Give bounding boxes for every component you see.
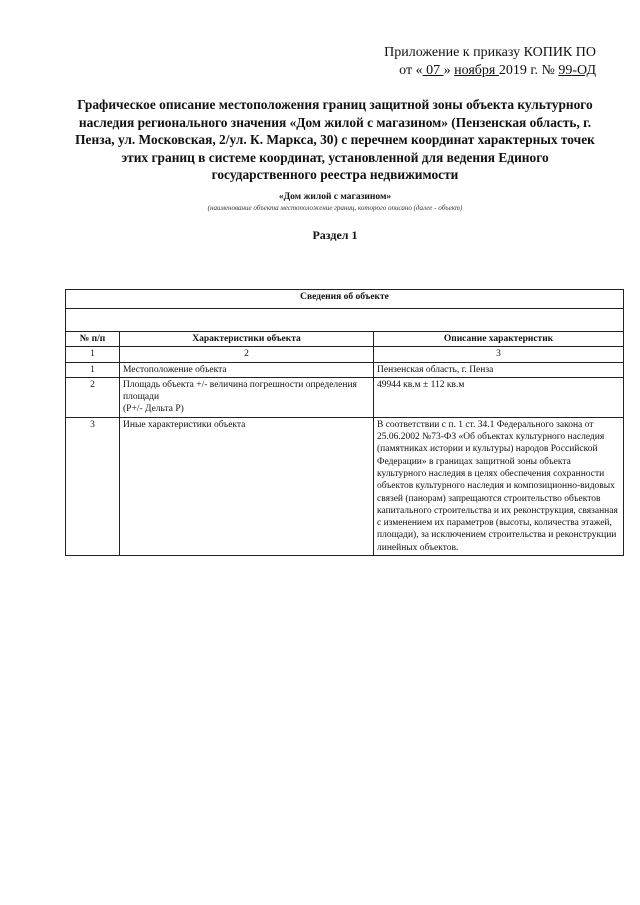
order-day: 07 (422, 63, 444, 78)
appendix-line2 (384, 62, 596, 80)
col-header-characteristics: Характеристики объекта (120, 332, 374, 347)
col-number-2: 2 (120, 347, 374, 362)
appendix-line1: Приложение к приказу КОПИК ПО (384, 45, 596, 60)
col-number-1: 1 (66, 347, 120, 362)
row-description: 49944 кв.м ± 112 кв.м (374, 377, 624, 417)
object-note: (наименование объекта местоположение границ, которого описано (далее - объект) (207, 204, 463, 212)
column-header-row (66, 332, 624, 347)
document-title: Графическое описание местоположения границ защитной зоны объекта культурного наследия регионального значения «Дом жилой с магазином» (Пензенская область, г. Пенза, ул. Московская, 2/ул. К. Маркса, 30) с перечнем координат характерных точек этих границ в системе координат, установленной для ведения Единого государственного реестра недвижимости (75, 97, 595, 182)
col-header-number: № п/п (66, 332, 120, 347)
date-mid2: 2019 г. № (498, 63, 559, 78)
row-number: 3 (66, 417, 120, 555)
order-month: ноября (454, 63, 499, 78)
blank-cell (66, 309, 624, 332)
row-characteristic: Иные характеристики объекта (120, 417, 374, 555)
row-description: Пензенская область, г. Пенза (374, 362, 624, 377)
date-mid1: » (443, 63, 455, 78)
column-number-row (66, 347, 624, 362)
table-row (66, 377, 624, 417)
row-description: В соответствии с п. 1 ст. 34.1 Федерального закона от 25.06.2002 №73-ФЗ «Об объектах культурного наследия (памятниках истории и культуры) народов Российской Федерации» в границах защитной зоны объекта культурного наследия в целях обеспечения сохранности объектов культурного наследия и композиционно-видовых связей (панорам) запрещаются строительство объектов капитального строительства и их реконструкция, связанная с изменением их параметров (высоты, количества этажей, площади), за исключением строительства и реконструкции линейных объектов. (374, 417, 624, 555)
row-characteristic: Местоположение объекта (120, 362, 374, 377)
table-row (66, 362, 624, 377)
row-number: 1 (66, 362, 120, 377)
table-caption: Сведения об объекте (66, 290, 624, 309)
col-header-description: Описание характеристик (374, 332, 624, 347)
object-name: «Дом жилой с магазином» (278, 192, 392, 202)
object-info-table (65, 289, 624, 556)
table-row (66, 417, 624, 555)
col-number-3: 3 (374, 347, 624, 362)
section-title: Раздел 1 (312, 228, 358, 242)
table-caption-row (66, 290, 624, 309)
table-blank-row (66, 309, 624, 332)
date-prefix: от « (399, 63, 423, 78)
row-characteristic: Площадь объекта +/- величина погрешности определения площади (Р+/- Дельта Р) (120, 377, 374, 417)
appendix-header (384, 44, 596, 80)
row-number: 2 (66, 377, 120, 417)
order-number: 99-ОД (558, 63, 596, 78)
